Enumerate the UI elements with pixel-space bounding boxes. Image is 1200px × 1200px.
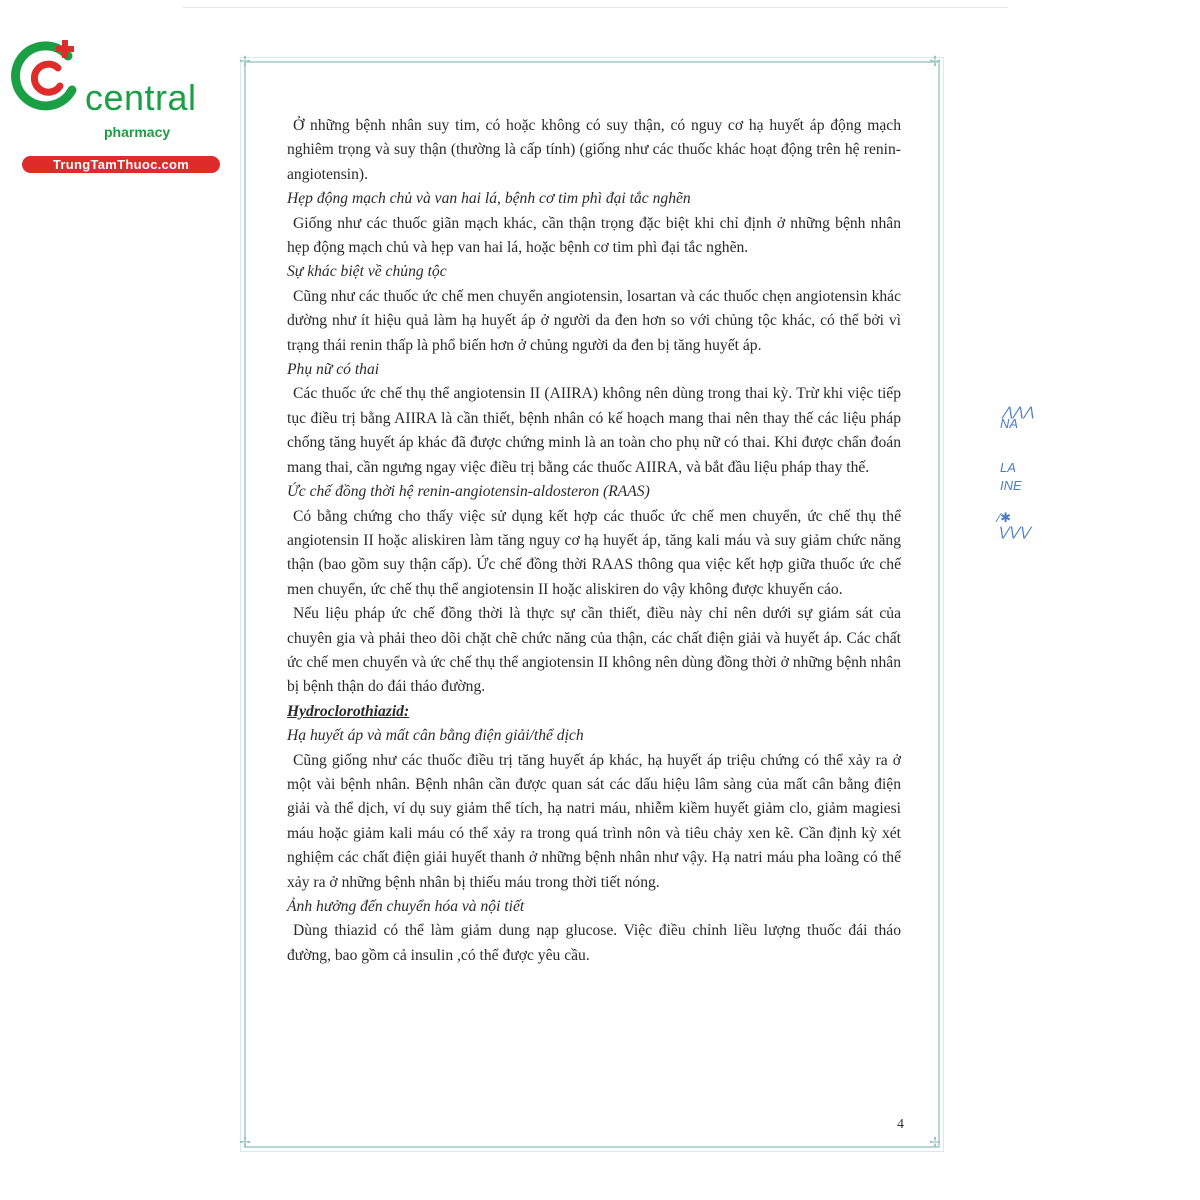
frame-corner-ornament-icon: ✢ <box>239 1135 251 1151</box>
document-body <box>287 114 901 968</box>
subheading: Sự khác biệt về chủng tộc <box>287 263 447 281</box>
logo-symbol-icon <box>10 38 90 118</box>
body-paragraph: Các thuốc ức chế thụ thể angiotensin II (AIIRA) không nên dùng trong thai kỳ. Trừ khi việc tiếp tục điều trị bằng AIIRA là cần thiết, bệnh nhân có kế hoạch mang thai nên thay thế các liệu pháp chống tăng huyết áp khác đã được chứng minh là an toàn cho phụ nữ có thai. Khi được chẩn đoán mang thai, cần ngưng ngay việc điều trị bằng các thuốc AIIRA, và bắt đầu liệu pháp thay thế. <box>287 385 901 476</box>
stamp-fragment <box>992 400 1032 550</box>
stamp-text-1: NA <box>1000 416 1019 431</box>
frame-corner-ornament-icon: ✢ <box>239 54 251 70</box>
logo-brand-text: central <box>85 77 197 118</box>
body-paragraph: Cũng giống như các thuốc điều trị tăng huyết áp khác, hạ huyết áp triệu chứng có thể xảy ra ở một vài bệnh nhân. Bệnh nhân cần được quan sát các dấu hiệu lâm sàng của mất cân bằng điện giải và thể dịch, ví dụ suy giảm thể tích, hạ natri máu, nhiễm kiềm huyết giảm clo, giảm magiesi máu hoặc giảm kali máu có thể xảy ra trong quá trình nôn và tiêu chảy xen kẽ. Cần định kỳ xét nghiệm các chất điện giải huyết thanh ở những bệnh nhân như vậy. Hạ natri máu pha loãng có thể xảy ra ở những bệnh nhân bị thiếu máu trong thời tiết nóng. <box>287 751 901 891</box>
frame-corner-ornament-icon: ✢ <box>929 54 941 70</box>
body-paragraph: Cũng như các thuốc ức chế men chuyển angiotensin, losartan và các thuốc chẹn angiotensin khác dường như ít hiệu quả làm hạ huyết áp ở người da đen hơn so với chủng tộc khác, có thể bởi vì trạng thái renin thấp là phổ biến hơn ở chủng người da đen bị tăng huyết áp. <box>287 287 901 354</box>
body-paragraph: Nếu liệu pháp ức chế đồng thời là thực sự cần thiết, điều này chỉ nên dưới sự giám sát của chuyên gia và phải theo dõi chặt chẽ chức năng của thận, các chất điện giải và huyết áp. Các chất ức chế men chuyển và ức chế thụ thể angiotensin II không nên dùng đồng thời ở những bệnh nhân bị bệnh thận do đái tháo đường. <box>287 605 901 696</box>
subheading: Ảnh hưởng đến chuyển hóa và nội tiết <box>287 898 525 915</box>
subheading: Hẹp động mạch chủ và van hai lá, bệnh cơ tim phì đại tắc nghẽn <box>287 190 691 208</box>
page-number: 4 <box>897 1117 904 1132</box>
stamp-zigzag-icon-2: ⋁⋁⋁ <box>998 524 1030 539</box>
subheading: Ức chế đồng thời hệ renin-angiotensin-aldosteron (RAAS) <box>287 483 650 501</box>
body-paragraph: Dùng thiazid có thể làm giảm dung nạp glucose. Việc điều chỉnh liều lượng thuốc đái tháo đường, bao gồm cả insulin ,có thể được yêu cầu. <box>287 922 901 964</box>
body-paragraph: Có bằng chứng cho thấy việc sử dụng kết hợp các thuốc ức chế men chuyển, ức chế thụ thể angiotensin II hoặc aliskiren làm tăng nguy cơ hạ huyết áp, tăng kali máu và suy giảm chức năng thận (bao gồm suy thận cấp). Ức chế đồng thời RAAS thông qua việc kết hợp giữa thuốc ức chế men chuyển, ức chế thụ thể angiotensin II hoặc aliskiren do vậy không được khuyến cáo. <box>287 507 901 598</box>
subheading: Hạ huyết áp và mất cân bằng điện giải/thể dịch <box>287 727 584 745</box>
section-heading: Hydroclorothiazid: <box>287 702 410 720</box>
stamp-star-icon: ⁄✱ <box>998 510 1012 525</box>
logo-subtitle: pharmacy <box>104 124 171 140</box>
stamp-zigzag-icon: ⋀⋀⋀ <box>1002 404 1034 419</box>
pharmacy-logo[interactable] <box>10 38 215 172</box>
subheading: Phụ nữ có thai <box>287 361 380 379</box>
body-paragraph: Ở những bệnh nhân suy tim, có hoặc không có suy thận, có nguy cơ hạ huyết áp động mạch nghiêm trọng và suy thận (thường là cấp tính) (giống như các thuốc khác hoạt động trên hệ renin-angiotensin). <box>287 117 901 183</box>
frame-corner-ornament-icon: ✢ <box>929 1135 941 1151</box>
body-paragraph: Giống như các thuốc giãn mạch khác, cần thận trọng đặc biệt khi chỉ định ở những bệnh nhân hẹp động mạch chủ và hẹp van hai lá, hoặc bệnh cơ tim phì đại tắc nghẽn. <box>287 214 901 257</box>
stamp-text-3: INE <box>1000 478 1022 493</box>
stamp-text-2: LA <box>1000 460 1016 475</box>
logo-website-badge: TrungTamThuoc.com <box>22 156 220 173</box>
